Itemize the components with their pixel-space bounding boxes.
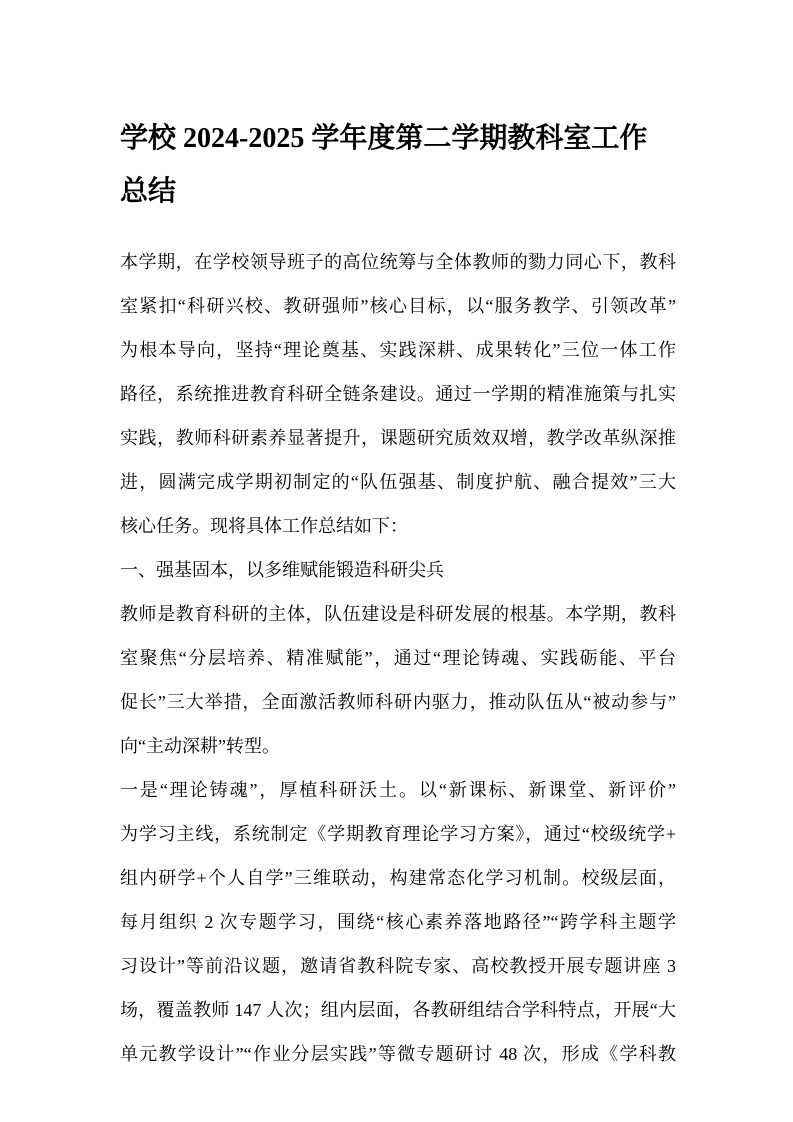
paragraph-theory-learning bbox=[120, 768, 676, 1076]
text-line: 本学期，在学校领导班子的高位统筹与全体教师的勠力同心下，教科 bbox=[120, 252, 676, 272]
paragraph-intro bbox=[120, 240, 676, 548]
text-line: 教师是教育科研的主体，队伍建设是科研发展的根基。本学期，教科 bbox=[120, 604, 676, 624]
text-line: 习设计”等前沿议题，邀请省教科院专家、高校教授开展专题讲座 3 bbox=[120, 956, 676, 976]
text-line: 场，覆盖教师 147 人次；组内层面，各教研组结合学科特点，开展“大 bbox=[120, 1000, 676, 1020]
text-line: 一是“理论铸魂”，厚植科研沃土。以“新课标、新课堂、新评价” bbox=[120, 780, 676, 800]
text-line: 为根本导向，坚持“理论奠基、实践深耕、成果转化”三位一体工作 bbox=[120, 340, 676, 360]
text-line: 室紧扣“科研兴校、教研强师”核心目标，以“服务教学、引领改革” bbox=[120, 296, 676, 316]
text-line: 室聚焦“分层培养、精准赋能”，通过“理论铸魂、实践砺能、平台 bbox=[120, 648, 676, 668]
text-line: 核心任务。现将具体工作总结如下： bbox=[120, 516, 408, 536]
text-line: 实践，教师科研素养显著提升，课题研究质效双增，教学改革纵深推 bbox=[120, 428, 676, 448]
text-line: 每月组织 2 次专题学习，围绕“核心素养落地路径”“跨学科主题学 bbox=[120, 912, 676, 932]
document-title bbox=[120, 112, 676, 218]
document-content bbox=[120, 112, 676, 1076]
text-line: 进，圆满完成学期初制定的“队伍强基、制度护航、融合提效”三大 bbox=[120, 472, 676, 492]
text-line: 学校 2024-2025 学年度第二学期教科室工作 bbox=[120, 123, 648, 154]
text-line: 促长”三大举措，全面激活教师科研内驱力，推动队伍从“被动参与” bbox=[120, 692, 676, 712]
text-line: 一、强基固本，以多维赋能锻造科研尖兵 bbox=[120, 560, 444, 580]
text-line: 为学习主线，系统制定《学期教育理论学习方案》，通过“校级统学+ bbox=[120, 824, 676, 844]
text-line: 总结 bbox=[120, 176, 177, 207]
text-line: 路径，系统推进教育科研全链条建设。通过一学期的精准施策与扎实 bbox=[120, 384, 676, 404]
paragraph-team-building bbox=[120, 592, 676, 768]
text-line: 单元教学设计”“作业分层实践”等微专题研讨 48 次，形成《学科教 bbox=[120, 1044, 676, 1064]
text-line: 组内研学+个人自学”三维联动，构建常态化学习机制。校级层面， bbox=[120, 868, 676, 888]
section-heading-1 bbox=[120, 548, 676, 592]
text-line: 向“主动深耕”转型。 bbox=[120, 736, 280, 756]
